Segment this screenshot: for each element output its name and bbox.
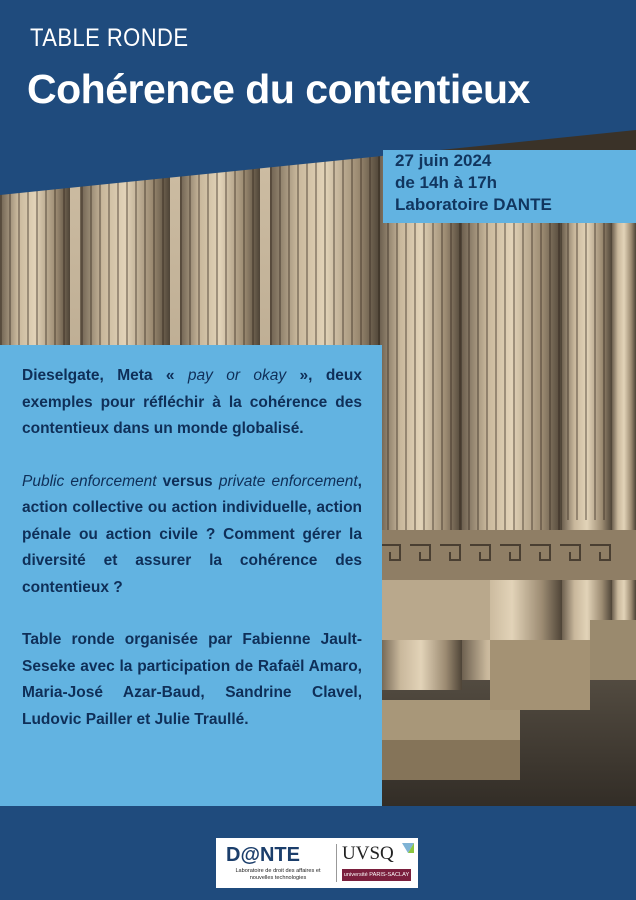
- description-box: [0, 345, 382, 806]
- p2-italic-1: Public enforcement: [22, 472, 157, 490]
- logo-divider: [336, 844, 337, 882]
- event-time: de 14h à 17h: [395, 173, 498, 192]
- event-info-box: [383, 150, 636, 223]
- paris-saclay-logo: université PARIS-SACLAY: [342, 869, 411, 881]
- event-date: 27 juin 2024: [395, 151, 492, 170]
- supertitle: TABLE RONDE: [30, 24, 189, 52]
- page-title: Cohérence du contentieux: [27, 66, 530, 112]
- uvsq-logo: UVSQ: [342, 843, 394, 864]
- p1-italic: pay or okay: [187, 367, 287, 384]
- dante-logo: D@NTE: [226, 844, 300, 866]
- dante-subtitle: Laboratoire de droit des affaires et nouvelles technologies: [235, 868, 321, 881]
- paragraph-questions: [22, 469, 362, 602]
- p1-text-b: », deux exemples pour réfléchir à la cohérence des contentieux dans un monde globalisé.: [22, 367, 362, 437]
- paragraph-organizers: Table ronde organisée par Fabienne Jault-Seseke avec la participation de Rafaël Amaro, Maria-José Azar-Baud, Sandrine Clavel, Ludovic Pailler et Julie Traullé.: [22, 631, 362, 728]
- p2-text-b: , action collective ou action individuelle, action pénale ou action civile ? Comment gérer la diversité et assurer la cohérence des contentieux ?: [22, 472, 362, 596]
- event-place: Laboratoire DANTE: [395, 195, 552, 214]
- p2-text-a: versus: [156, 472, 219, 490]
- paragraph-intro: [22, 363, 362, 443]
- p1-text-a: Dieselgate, Meta «: [22, 367, 188, 384]
- partner-logos: [216, 838, 418, 888]
- p2-italic-2: private enforcement: [218, 472, 358, 490]
- uvsq-mark-icon: [402, 843, 414, 855]
